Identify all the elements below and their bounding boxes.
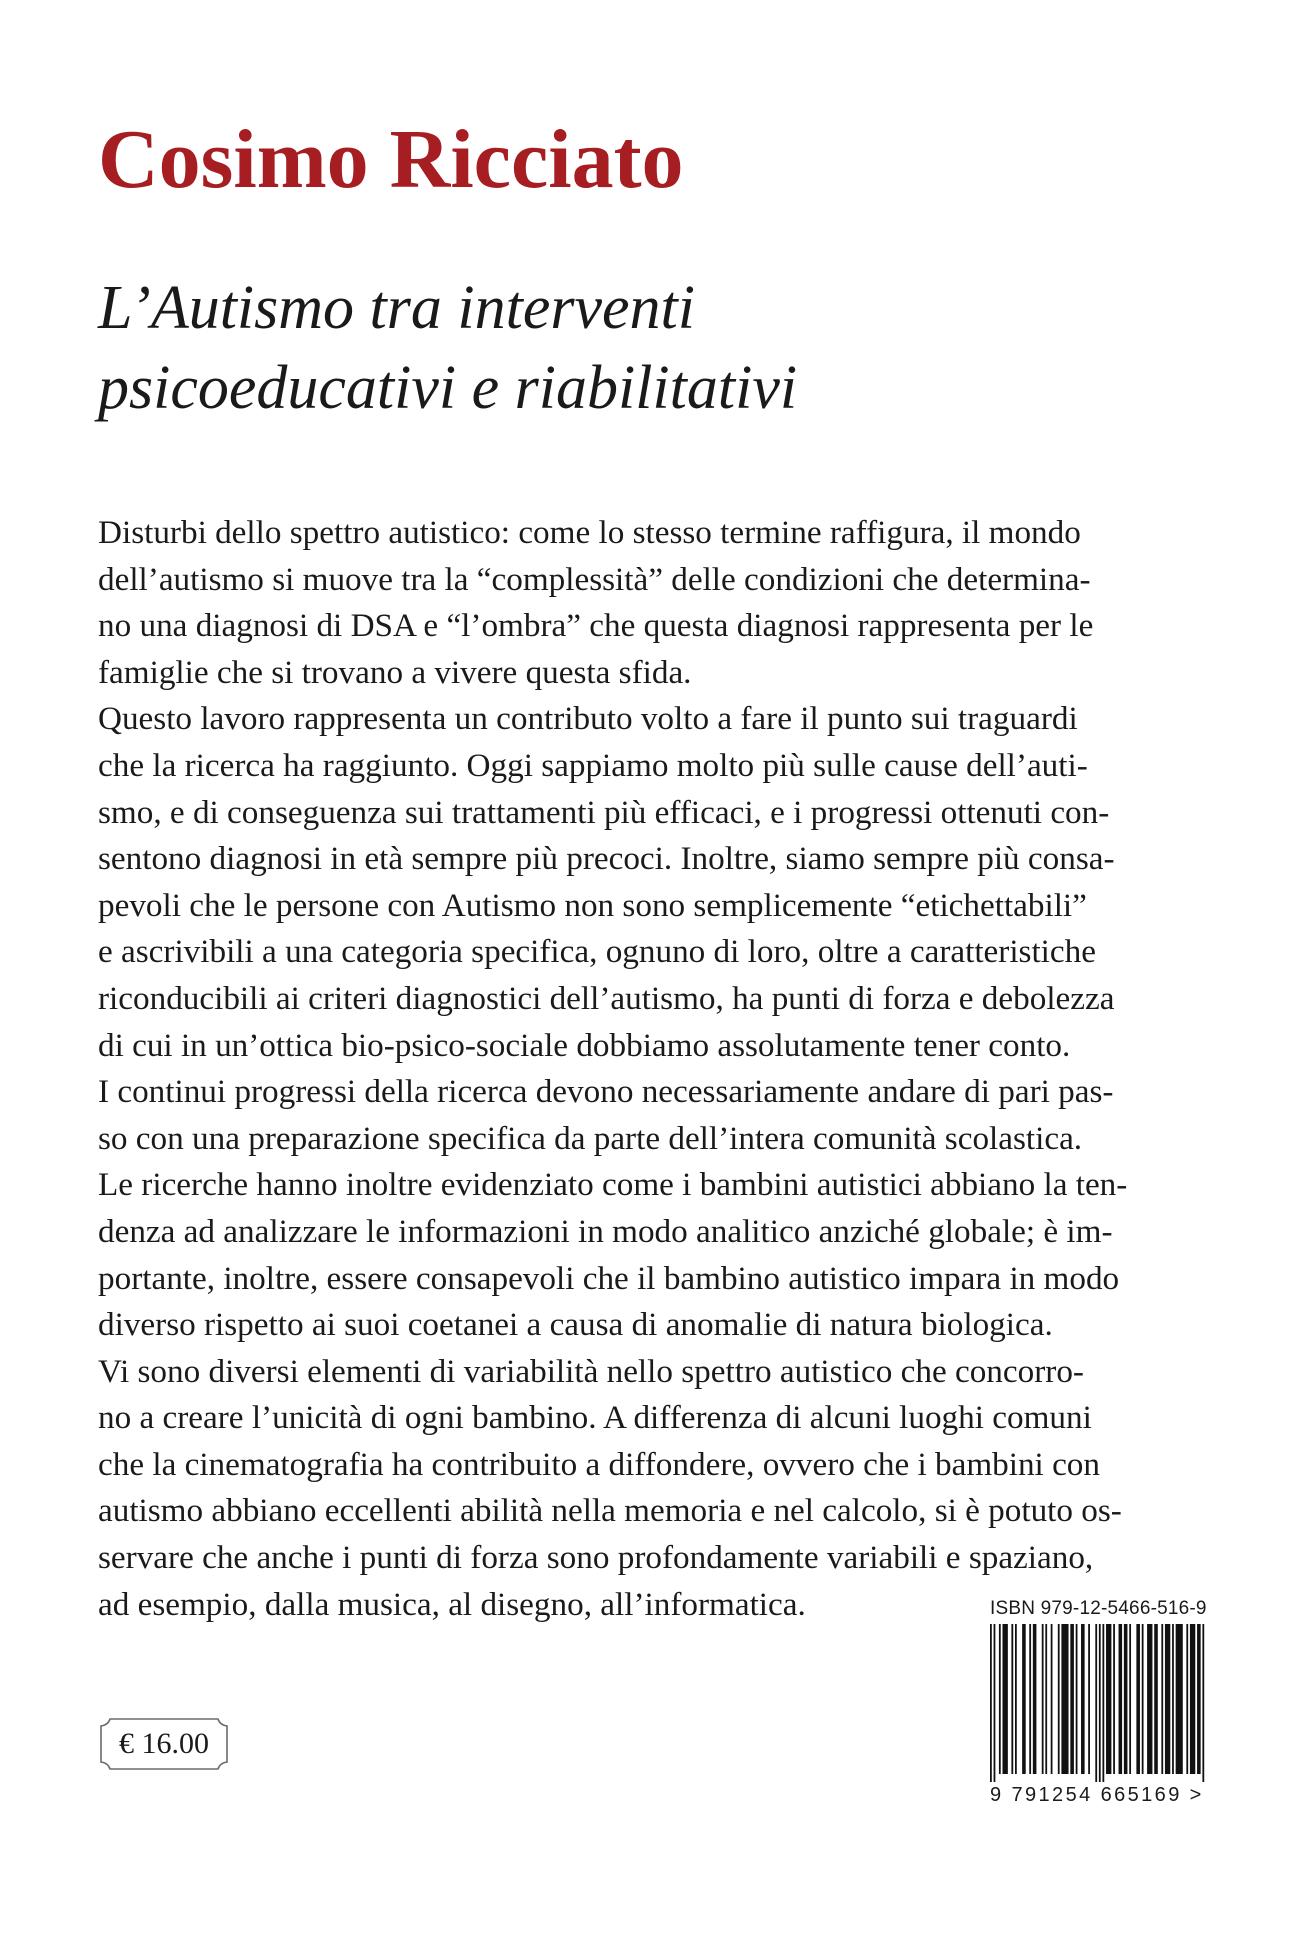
blurb-line: no una diagnosi di DSA e “l’ombra” che questa diagnosi rappresenta per le [98, 607, 1094, 645]
barcode-bar [1070, 1624, 1074, 1774]
barcode-bar [1202, 1624, 1204, 1782]
barcode-bar [1081, 1624, 1085, 1774]
barcode-bar [990, 1624, 992, 1782]
barcode-bar [1136, 1624, 1140, 1774]
blurb-line: Vi sono diversi elementi di variabilità nello spettro autistico che concorro- [98, 1352, 1084, 1390]
blurb-line: diverso rispetto ai suoi coetanei a causa di anomalie di natura biologica. [98, 1306, 1053, 1344]
barcode-bar [1042, 1624, 1044, 1774]
barcode-bar [999, 1624, 1001, 1774]
barcode-bar [1119, 1624, 1123, 1774]
barcode-bar [1197, 1624, 1201, 1774]
barcode-bar [1102, 1624, 1104, 1782]
barcode-bar [1142, 1624, 1144, 1774]
blurb-line: I continui progressi della ricerca devono necessariamente andare di pari pas- [98, 1073, 1114, 1111]
blurb-line: e ascrivibili a una categoria specifica, ognuno di loro, oltre a caratteristiche [98, 933, 1096, 971]
blurb-line: che la ricerca ha raggiunto. Oggi sappiamo molto più sulle cause dell’auti- [98, 746, 1088, 784]
barcode-bar [1022, 1624, 1026, 1774]
barcode-bar [994, 1624, 996, 1782]
barcode-bar [1076, 1624, 1078, 1774]
blurb-line: pevoli che le persone con Autismo non sono semplicemente “etichettabili” [98, 886, 1087, 924]
barcode-bar [1176, 1624, 1183, 1774]
blurb-line: no a creare l’unicità di ogni bambino. A differenza di alcuni luoghi comuni [98, 1399, 1092, 1437]
barcode-bar [1003, 1624, 1008, 1774]
barcode-bar [1051, 1624, 1053, 1774]
barcode-bar [1099, 1624, 1101, 1782]
book-title-line: L’Autismo tra interventi [98, 274, 695, 342]
blurb-line: dell’autismo si muove tra la “complessità” delle condizioni che determina- [98, 560, 1091, 598]
barcode-bar [1124, 1624, 1128, 1774]
isbn-block [990, 1598, 1206, 1807]
price-text: € 16.00 [119, 1727, 209, 1760]
barcode-bar [1147, 1624, 1152, 1774]
barcode-bar [1058, 1624, 1060, 1774]
back-cover-blurb [98, 510, 1218, 1628]
barcode-bar [1161, 1624, 1163, 1774]
isbn-label: ISBN 979-12-5466-516-9 [990, 1598, 1207, 1619]
blurb-line: riconducibili ai criteri diagnostici dell’autismo, ha punti di forza e debolezza [98, 979, 1115, 1017]
barcode-bar [1190, 1624, 1195, 1774]
blurb-line: di cui in un’ottica bio-psico-sociale dobbiamo assolutamente tener conto. [98, 1026, 1071, 1064]
blurb-line: famiglie che si trovano a vivere questa sfida. [98, 653, 692, 691]
blurb-line: smo, e di conseguenza sui trattamenti più efficaci, e i progressi ottenuti con- [98, 793, 1110, 831]
barcode-bar [1015, 1624, 1017, 1774]
barcode-bar [1165, 1624, 1170, 1774]
barcode-bar [1029, 1624, 1031, 1774]
barcode-bar [1106, 1624, 1111, 1774]
blurb-line: sentono diagnosi in età sempre più precoci. Inoltre, siamo sempre più consa- [98, 840, 1115, 878]
blurb-line: autismo abbiano eccellenti abilità nella memoria e nel calcolo, si è potuto os- [98, 1492, 1122, 1530]
book-title [98, 268, 797, 428]
author-name: Cosimo Ricciato [98, 113, 684, 206]
barcode-bar [1172, 1624, 1174, 1774]
barcode-bar [1033, 1624, 1037, 1774]
barcode [990, 1624, 1206, 1782]
blurb-line: Questo lavoro rappresenta un contributo volto a fare il punto sui traguardi [98, 700, 1078, 738]
barcode-digits: 9 791254 665169 > [990, 1784, 1204, 1806]
blurb-line: ad esempio, dalla musica, al disegno, all’informatica. [98, 1585, 806, 1623]
barcode-bar [1113, 1624, 1115, 1774]
blurb-line: servare che anche i punti di forza sono profondamente variabili e spaziano, [98, 1539, 1094, 1577]
barcode-bar [1154, 1624, 1158, 1774]
blurb-line: Le ricerche hanno inoltre evidenziato come i bambini autistici abbiano la ten- [98, 1166, 1128, 1204]
barcode-bar [1088, 1624, 1090, 1774]
barcode-bar [1045, 1624, 1047, 1774]
blurb-line: che la cinematografia ha contribuito a diffondere, ovvero che i bambini con [98, 1445, 1100, 1483]
barcode-bar [1011, 1624, 1013, 1774]
barcode-bar [1095, 1624, 1097, 1782]
blurb-line: denza ad analizzare le informazioni in modo analitico anziché globale; è im- [98, 1212, 1113, 1250]
price-tag [98, 1716, 230, 1772]
blurb-line: Disturbi dello spettro autistico: come lo stesso termine raffigura, il mondo [98, 514, 1081, 551]
barcode-bar [1129, 1624, 1131, 1774]
blurb-line: so con una preparazione specifica da parte dell’intera comunità scolastica. [98, 1119, 1083, 1157]
barcode-bar [1061, 1624, 1068, 1774]
blurb-line: portante, inoltre, essere consapevoli che il bambino autistico impara in modo [98, 1259, 1120, 1297]
book-title-line: psicoeducativi e riabilitativi [98, 354, 798, 422]
barcode-bar [1186, 1624, 1188, 1774]
